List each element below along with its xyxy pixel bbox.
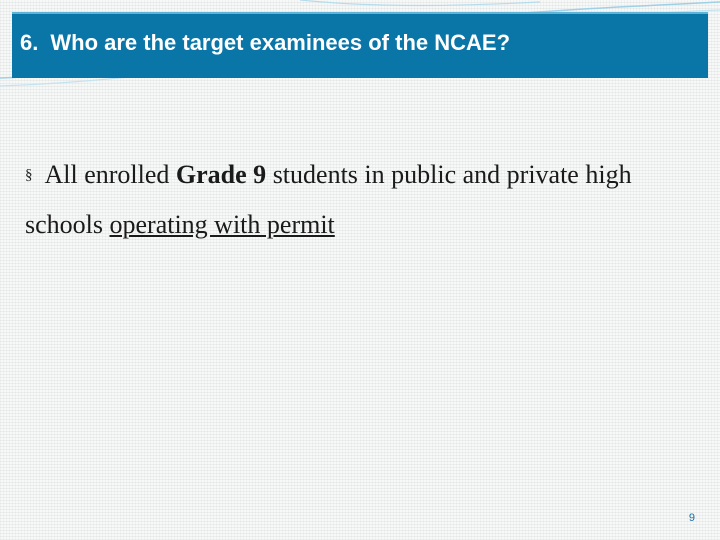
title-text: Who are the target examinees of the NCAE? — [50, 30, 511, 55]
bullet-text-grade: Grade 9 — [175, 160, 267, 189]
title-number: 6. — [20, 30, 39, 55]
slide-title — [20, 30, 510, 56]
title-bar — [12, 12, 708, 78]
bullet-text-part2: students in public and private high schools — [25, 160, 632, 239]
page-number: 9 — [688, 512, 695, 524]
bullet-text-part1: All enrolled — [44, 160, 176, 189]
bullet-icon: § — [25, 167, 33, 183]
bullet-text-permit: operating with permit — [109, 210, 335, 239]
bullet-item — [25, 150, 695, 250]
